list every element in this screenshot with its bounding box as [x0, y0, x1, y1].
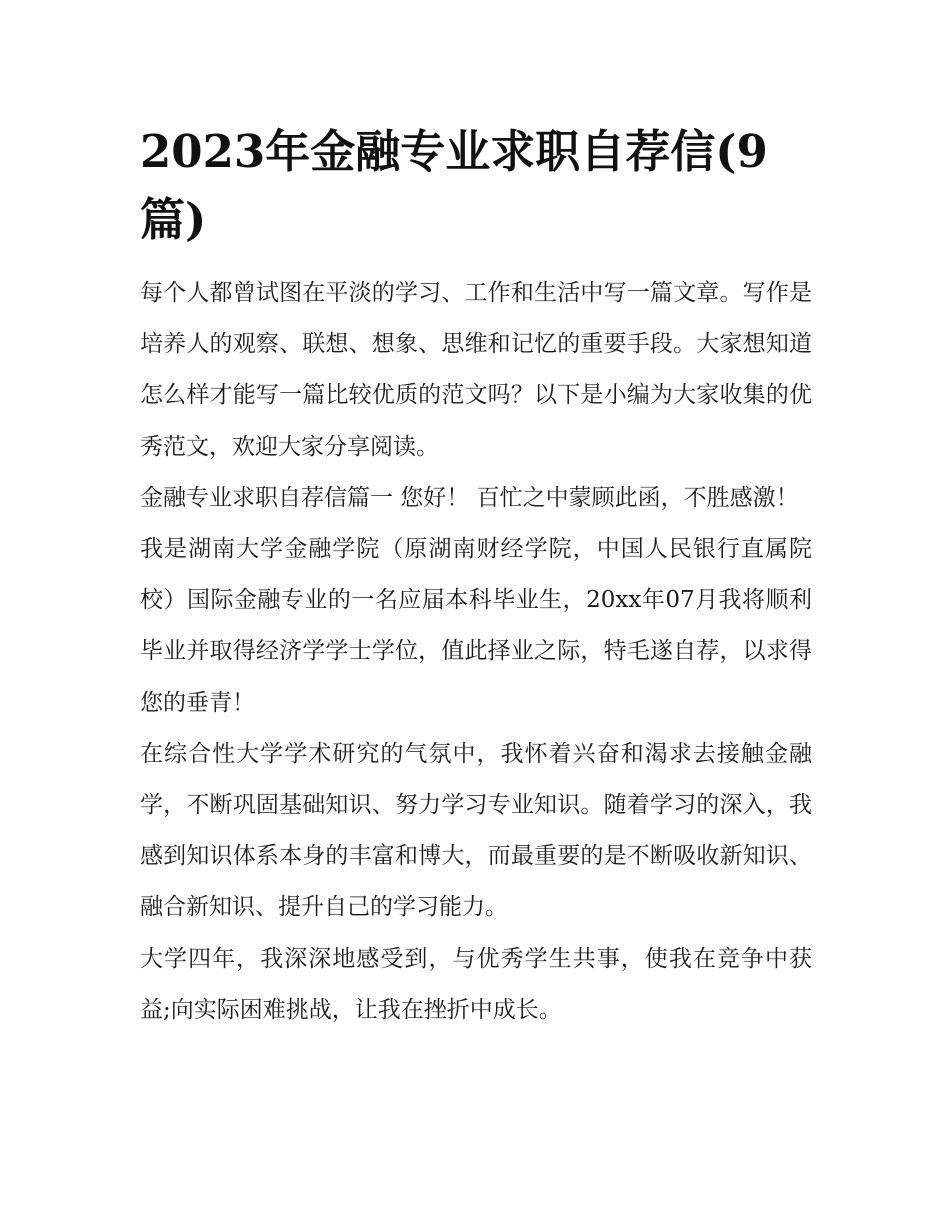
document-body: [140, 268, 812, 1036]
paragraph-self-introduction: 我是湖南大学金融学院（原湖南财经学院，中国人民银行直属院校）国际金融专业的一名应届本科毕业生，20xx年07月我将顺利毕业并取得经济学学士学位，值此择业之际，特毛遂自荐，以求得您的垂青！: [140, 536, 812, 716]
paragraph-greeting: 金融专业求职自荐信篇一 您好！ 百忙之中蒙顾此函，不胜感激！: [140, 484, 799, 511]
paragraph-university-experience: 大学四年，我深深地感受到，与优秀学生共事，使我在竞争中获益;向实际困难挑战，让我在挫折中成长。: [140, 945, 812, 1023]
paragraph-academic-study: 在综合性大学学术研究的气氛中，我怀着兴奋和渴求去接触金融学，不断巩固基础知识、努力学习专业知识。随着学习的深入，我感到知识体系本身的丰富和博大，而最重要的是不断吸收新知识、融合新知识、提升自己的学习能力。: [140, 740, 812, 921]
document-title: 2023年金融专业求职自荐信(9篇): [140, 125, 768, 246]
document-content: [140, 118, 812, 1036]
paragraph-intro: 每个人都曾试图在平淡的学习、工作和生活中写一篇文章。写作是培养人的观察、联想、想象、思维和记忆的重要手段。大家想知道怎么样才能写一篇比较优质的范文吗？以下是小编为大家收集的优秀范文，欢迎大家分享阅读。: [140, 280, 812, 460]
